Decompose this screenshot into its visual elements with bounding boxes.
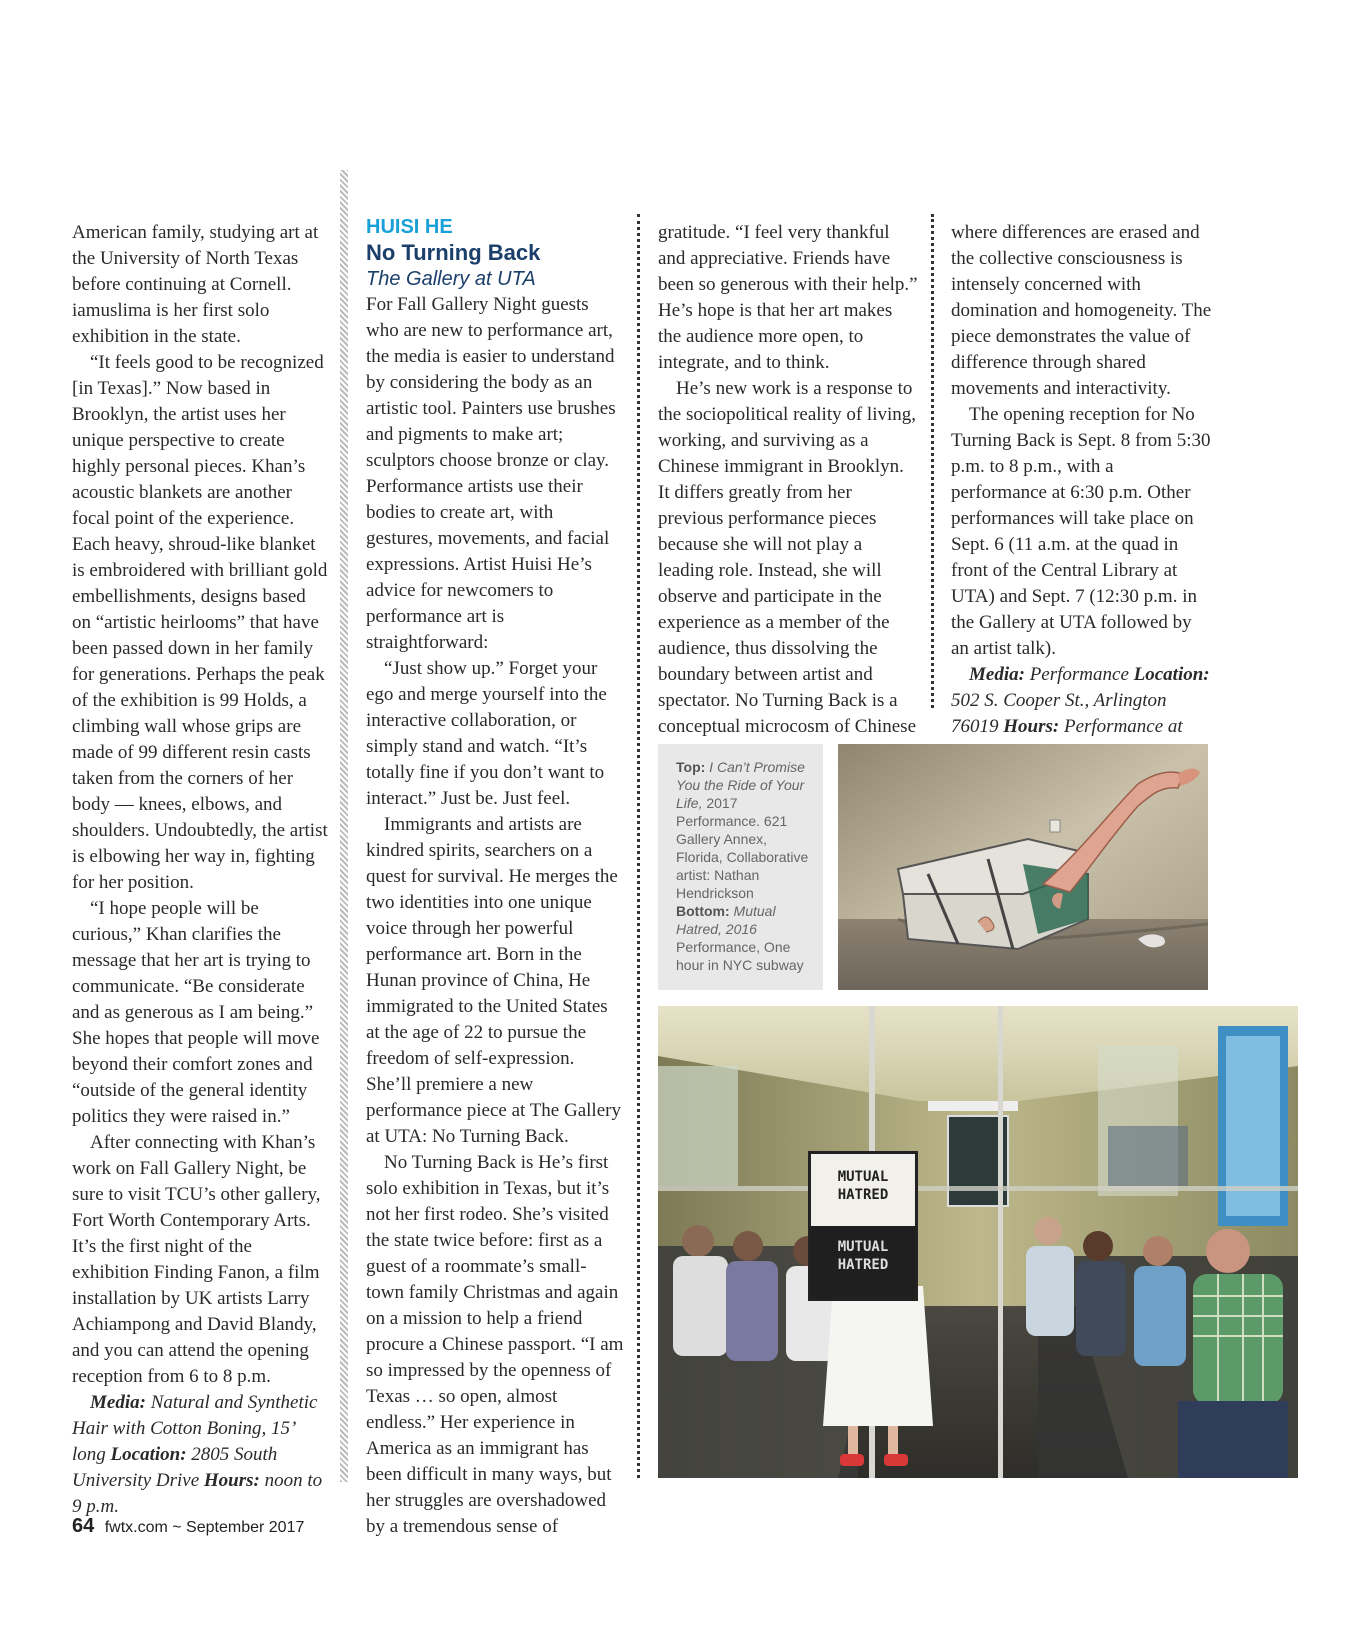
footer-text: fwtx.com ~ September 2017 (104, 1519, 305, 1536)
column-divider (637, 214, 640, 1478)
caption-top-title: I Can’t Promise You the Ride of Your Life, (676, 759, 805, 811)
column-2 (366, 214, 624, 1540)
article-paragraph: For Fall Gallery Night guests who are new to performance art, the media is easier to understand by considering the body as an artistic tool. Painters use brushes and pigments to make art; sculptors choose bronze or clay. Performance artists use their bodies to create art, with gestures, movements, and facial expressions. Artist Huisi He’s advice for newcomers to performance art is straightforward: (366, 294, 616, 653)
sign-text: HATRED (837, 1257, 889, 1273)
column-divider (931, 214, 934, 708)
article-paragraph: where differences are erased and the collective consciousness is intensely concerned with domination and homogeneity. The piece demonstrates the value of difference through shared movements and interactivity. (951, 222, 1212, 399)
location-value: 502 S. Cooper St., Arlington 76019 (951, 690, 1167, 737)
hours-value: noon to 9 p.m. (72, 1470, 323, 1517)
article-paragraph: “It feels good to be recognized [in Texas].” Now based in Brooklyn, the artist uses her unique perspective to create highly personal pieces. Khan’s acoustic blankets are another focal point of the experience. Each heavy, shroud-like blanket is embroidered with brilliant gold embellishments, designs based on “artistic heirlooms” that have been passed down in her family for generations. Perhaps the peak of the exhibition is 99 Holds, a climbing wall whose grips are made of 99 different resin casts taken from the corners of her body — knees, elbows, and shoulders. Undoubtedly, the artist is elbowing her way in, fighting for her position. (72, 352, 328, 893)
caption-top-label: Top: (676, 759, 706, 775)
article-paragraph: “I hope people will be curious,” Khan clarifies the message that her art is trying to communicate. “Be considerate and as generous as I am being.” She hopes that people will move beyond their comfort zones and “outside of the general identity politics they were raised in.” (72, 898, 320, 1127)
caption-bottom-label: Bottom: (676, 903, 730, 919)
artist-name: HUISI HE (366, 216, 453, 238)
suitcase-performance-photo (838, 744, 1208, 990)
exhibit-title: No Turning Back (366, 240, 541, 265)
article-paragraph: Immigrants and artists are kindred spirits, searchers on a quest for survival. He merges the two identities into one unique voice through her powerful performance art. Born in the Hunan province of China, He immigrated to the United States at the age of 22 to pursue the freedom of self-expression. She’ll premiere a new performance piece at The Gallery at UTA: No Turning Back. (366, 814, 621, 1147)
subway-performance-photo (658, 1006, 1298, 1478)
column-4 (951, 220, 1213, 766)
media-label: Media: (969, 664, 1025, 685)
article-paragraph: After connecting with Khan’s work on Fall Gallery Night, be sure to visit TCU’s other gallery, Fort Worth Contemporary Arts. It’s the first night of the exhibition Finding Fanon, a film installation by UK artists Larry Achiampong and David Blandy, and you can attend the opening reception from 6 to 8 p.m. (72, 1132, 321, 1387)
article-paragraph: American family, studying art at the University of North Texas before continuing at Cornell. iamuslima is her first solo exhibition in the state. (72, 222, 319, 347)
article-paragraph: gratitude. “I feel very thankful and appreciative. Friends have been so generous with their help.” He’s hope is that her art makes the audience more open, to integrate, and to think. (658, 222, 918, 373)
page-number: 64 (72, 1515, 95, 1537)
caption-bottom-title: Mutual Hatred, 2016 (676, 903, 776, 937)
exhibit-info (72, 1390, 328, 1520)
caption-top-details: 2017 Performance. 621 Gallery Annex, Florida, Collaborative artist: Nathan Hendrickson (676, 795, 809, 901)
location-label: Location: (1133, 664, 1210, 685)
caption-bottom-details: Performance, One hour in NYC subway (676, 939, 804, 973)
hours-value: Performance at (1063, 716, 1183, 737)
venue-name: The Gallery at UTA (366, 268, 536, 290)
sign-text: HATRED (837, 1187, 889, 1203)
column-divider (340, 170, 348, 1482)
article-paragraph: No Turning Back is He’s first solo exhibition in Texas, but it’s not her first rodeo. She’s visited the state twice before: first as a guest of a roommate’s small-town family Christmas and again on a mission to help a friend procure a Chinese passport. “I am so impressed by the openness of Texas … so open, almost endless.” Her experience in America as an immigrant has been difficult in many ways, but her struggles are overshadowed by a tremendous sense of (366, 1152, 624, 1537)
page-footer (72, 1515, 304, 1538)
media-value: Natural and Synthetic Hair with Cotton Boning, 15’ long (72, 1392, 318, 1465)
column-1 (72, 220, 328, 1520)
sign-text: MUTUAL (837, 1169, 889, 1185)
hours-label: Hours: (203, 1470, 260, 1491)
article-paragraph: The opening reception for No Turning Back is Sept. 8 from 5:30 p.m. to 8 p.m., with a performance at 6:30 p.m. Other performances will take place on Sept. 6 (11 a.m. at the quad in front of the Central Library at UTA) and Sept. 7 (12:30 p.m. in the Gallery at UTA followed by an artist talk). (951, 404, 1211, 659)
subway-illustration (658, 1006, 1298, 1478)
suitcase-illustration (838, 744, 1208, 990)
protest-sign (808, 1151, 918, 1301)
article-paragraph: “Just show up.” Forget your ego and merge yourself into the interactive collaboration, or simply stand and watch. “It’s totally fine if you don’t want to interact.” Just be. Just feel. (366, 658, 607, 809)
location-label: Location: (110, 1444, 187, 1465)
photo-caption (658, 744, 823, 990)
media-value: Performance (1029, 664, 1129, 685)
column-3 (658, 220, 918, 766)
sign-text: MUTUAL (837, 1239, 889, 1255)
hours-label: Hours: (1003, 716, 1060, 737)
location-value: 2805 South University Drive (72, 1444, 278, 1491)
article-paragraph: He’s new work is a response to the sociopolitical reality of living, working, and surviving as a Chinese immigrant in Brooklyn. It differs greatly from her previous performance pieces because she will not play a leading role. Instead, she will observe and participate in the experience as a member of the audience, thus dissolving the boundary between artist and spectator. No Turning Back is a conceptual microcosm of Chinese (658, 378, 917, 737)
media-label: Media: (90, 1392, 146, 1413)
